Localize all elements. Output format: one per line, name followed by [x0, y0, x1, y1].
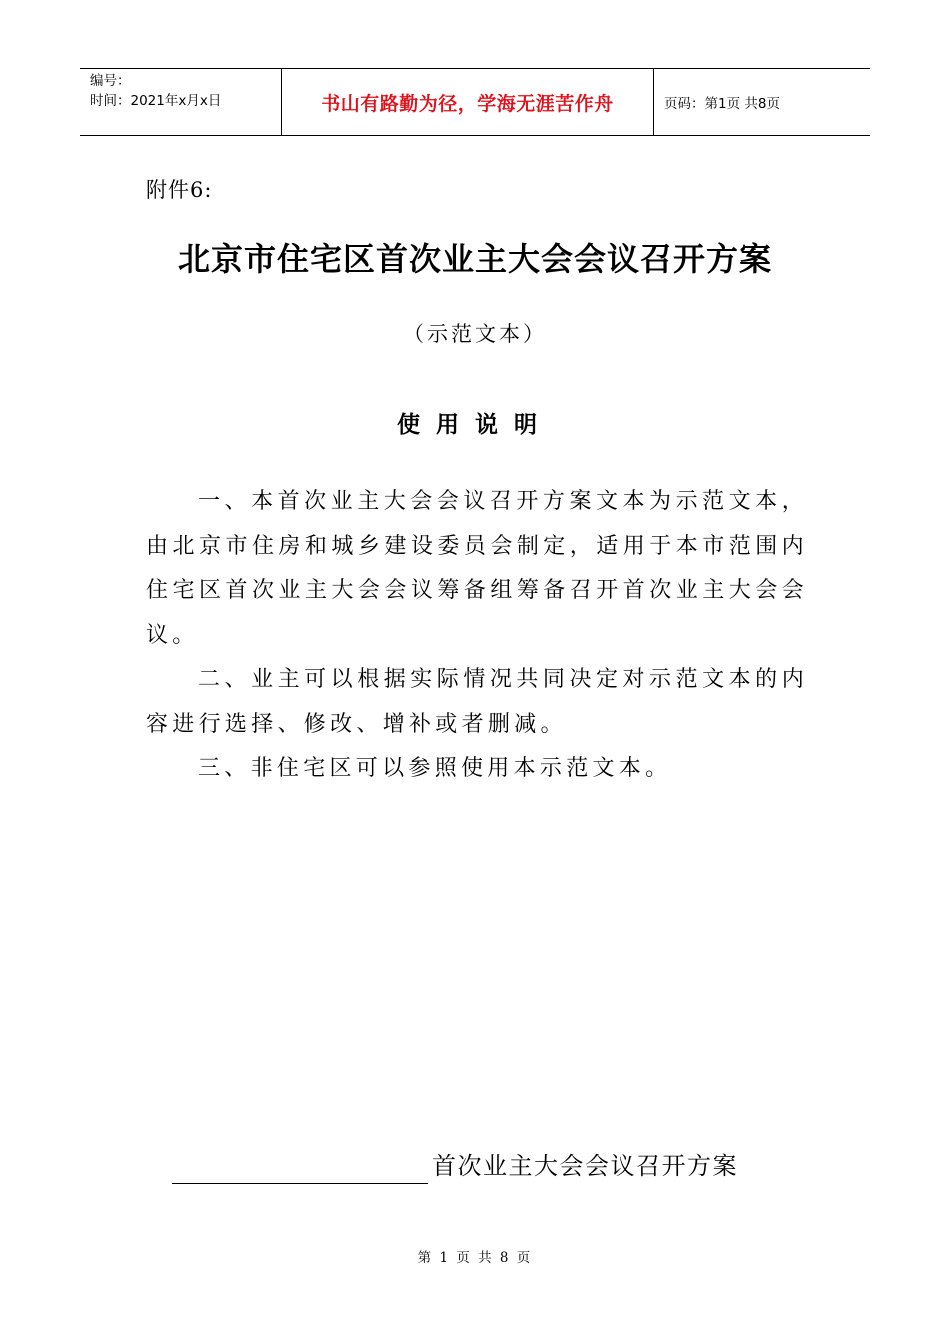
instruction-paragraph: 二、业主可以根据实际情况共同决定对示范文本的内容进行选择、修改、增补或者删减。	[146, 667, 808, 737]
section-heading: 使用说明	[397, 412, 553, 438]
header-motto	[282, 69, 654, 135]
document-subtitle: （示范文本）	[403, 322, 547, 346]
serial-number-label: 编号：	[90, 73, 131, 89]
header-page-info	[654, 69, 870, 135]
footer-title: 首次业主大会会议召开方案	[432, 1152, 738, 1180]
instruction-paragraph: 一、本首次业主大会会议召开方案文本为示范文本，由北京市住房和城乡建设委员会制定，适用于本市范围内住宅区首次业主大会会议筹备组筹备召开首次业主大会会议。	[146, 489, 808, 648]
instruction-paragraph: 三、非住宅区可以参照使用本示范文本。	[198, 756, 672, 781]
fill-in-blank	[172, 1148, 428, 1184]
header-meta	[80, 69, 282, 135]
motto-text: 书山有路勤为径，学海无涯苦作舟	[321, 92, 614, 115]
instructions-body	[146, 480, 808, 792]
attachment-label: 附件6:	[146, 178, 213, 202]
header-table	[80, 68, 870, 136]
footer-title-line	[172, 1148, 738, 1184]
page-info-text: 页码：第1页 共8页	[664, 96, 780, 112]
document-title: 北京市住宅区首次业主大会会议召开方案	[177, 240, 772, 278]
time-label: 时间：2021年x月x日	[90, 93, 222, 109]
page-number: 第 1 页 共 8 页	[417, 1250, 533, 1266]
